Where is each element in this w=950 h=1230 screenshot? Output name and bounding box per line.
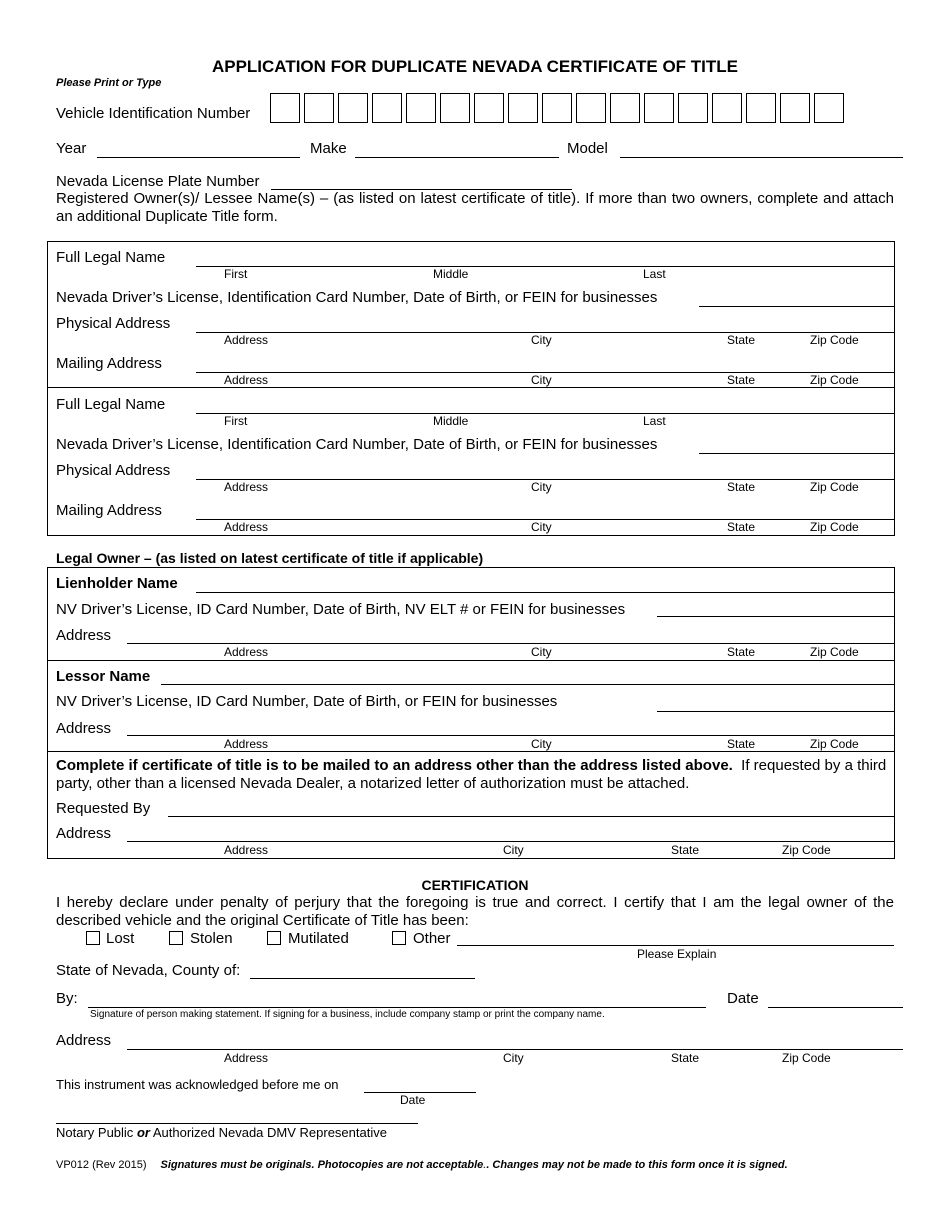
vin-box[interactable]: [508, 93, 538, 123]
make-field[interactable]: [355, 157, 559, 158]
lienholder-address-field[interactable]: [127, 643, 894, 644]
owner1-zip-caption: Zip Code: [810, 333, 859, 347]
owner2-zip-caption: Zip Code: [810, 520, 859, 534]
cert-address-field[interactable]: [127, 1049, 903, 1050]
owner1-id-field[interactable]: [699, 306, 894, 307]
vin-box[interactable]: [814, 93, 844, 123]
year-label: Year: [56, 140, 87, 157]
owner2-id-label: Nevada Driver’s License, Identification Card Number, Date of Birth, or FEIN for businesses: [56, 436, 658, 453]
owner1-first-caption: First: [224, 267, 248, 281]
owner1-state-caption: State: [727, 373, 756, 387]
mailing-bold: Complete if certificate of title is to be mailed to an address other than the address listed above.: [56, 757, 733, 774]
owner2-city-caption: City: [531, 520, 552, 534]
footer-note-period: .: [483, 1159, 487, 1171]
owner2-zip-caption: Zip Code: [810, 480, 859, 494]
owner1-mailing-address-label: Mailing Address: [56, 355, 162, 372]
owner2-mailing-address-label: Mailing Address: [56, 502, 162, 519]
owner1-physical-address-label: Physical Address: [56, 315, 171, 332]
stolen-label: Stolen: [190, 930, 233, 947]
city-caption: City: [503, 843, 524, 857]
vin-box[interactable]: [576, 93, 606, 123]
lienholder-id-label: NV Driver’s License, ID Card Number, Date of Birth, NV ELT # or FEIN for businesses: [56, 601, 626, 618]
ack-label: This instrument was acknowledged before me on: [56, 1077, 339, 1092]
vin-box[interactable]: [440, 93, 470, 123]
cert-address-label: Address: [56, 1032, 112, 1049]
notary-a: Notary Public: [56, 1125, 134, 1140]
lienholder-field[interactable]: [196, 592, 894, 593]
footer-note-b: . Changes may not be made to this form once it is signed.: [486, 1159, 788, 1171]
owner2-state-caption: State: [727, 520, 756, 534]
zip-caption: Zip Code: [782, 1051, 831, 1065]
owner2-full-name-field[interactable]: [196, 413, 894, 414]
vin-label: Vehicle Identification Number: [56, 105, 251, 122]
signature-note: Signature of person making statement. If signing for a business, include company stamp or print the company name.: [90, 1009, 605, 1020]
owners-section: [47, 241, 895, 536]
signature-field[interactable]: [88, 1007, 706, 1008]
notary-b: Authorized Nevada DMV Representative: [152, 1125, 387, 1140]
lienholder-label: Lienholder Name: [56, 575, 178, 592]
lessor-divider: [48, 660, 894, 661]
explain-field[interactable]: [457, 945, 894, 946]
addr-caption: Address: [224, 645, 269, 659]
vin-box[interactable]: [780, 93, 810, 123]
owner1-last-caption: Last: [643, 267, 666, 281]
owners-intro: Registered Owner(s)/ Lessee Name(s) – (as listed on latest certificate of title). If more than two owners, complete and attach an additional Duplicate Title form.: [56, 190, 894, 225]
owner1-id-label: Nevada Driver’s License, Identification Card Number, Date of Birth, or FEIN for businesses: [56, 289, 658, 306]
owner1-full-name-field[interactable]: [196, 266, 894, 267]
notary-signature-field[interactable]: [56, 1123, 418, 1124]
state-caption: State: [727, 645, 756, 659]
lost-label: Lost: [106, 930, 135, 947]
vin-box[interactable]: [644, 93, 674, 123]
mailing-instructions: [56, 757, 889, 793]
vin-box[interactable]: [474, 93, 504, 123]
owner1-city-caption: City: [531, 333, 552, 347]
lessor-address-field[interactable]: [127, 735, 894, 736]
county-label: State of Nevada, County of:: [56, 962, 241, 979]
owner2-state-caption: State: [727, 480, 756, 494]
model-field[interactable]: [620, 157, 903, 158]
other-checkbox[interactable]: [392, 931, 406, 945]
sign-date-label: Date: [727, 990, 759, 1007]
lessor-label: Lessor Name: [56, 668, 151, 685]
vin-box[interactable]: [304, 93, 334, 123]
vin-box[interactable]: [712, 93, 742, 123]
certification-text: I hereby declare under penalty of perjury that the foregoing is true and correct. I certify that I am the legal owner of the described vehicle and the original Certificate of Title has been:: [56, 894, 894, 929]
mailing-address-field[interactable]: [127, 841, 894, 842]
legal-owner-heading: Legal Owner – (as listed on latest certificate of title if applicable): [56, 550, 484, 566]
ack-date-caption: Date: [400, 1093, 426, 1107]
owner2-addr-caption: Address: [224, 480, 269, 494]
vin-box[interactable]: [406, 93, 436, 123]
owner1-full-name-label: Full Legal Name: [56, 249, 166, 266]
owner2-city-caption: City: [531, 480, 552, 494]
zip-caption: Zip Code: [810, 737, 859, 751]
please-explain-caption: Please Explain: [637, 947, 717, 961]
owner2-id-field[interactable]: [699, 453, 894, 454]
owner2-last-caption: Last: [643, 414, 666, 428]
mailing-rest: If requested by a third party, other than a licensed Nevada Dealer, a notarized letter of authorization must be attached.: [56, 757, 887, 792]
certification-heading: CERTIFICATION: [421, 877, 529, 893]
model-label: Model: [567, 140, 608, 157]
owner1-state-caption: State: [727, 333, 756, 347]
year-field[interactable]: [97, 157, 300, 158]
owner2-middle-caption: Middle: [433, 414, 469, 428]
owner1-middle-caption: Middle: [433, 267, 469, 281]
vin-box[interactable]: [270, 93, 300, 123]
stolen-checkbox[interactable]: [169, 931, 183, 945]
plate-label: Nevada License Plate Number: [56, 173, 260, 190]
form-footer: [56, 1159, 788, 1171]
state-caption: State: [671, 843, 700, 857]
owner1-addr-caption: Address: [224, 333, 269, 347]
form-id: VP012 (Rev 2015): [56, 1159, 147, 1171]
notary-caption: [56, 1125, 387, 1140]
state-caption: State: [727, 737, 756, 751]
vin-box[interactable]: [372, 93, 402, 123]
vin-box[interactable]: [678, 93, 708, 123]
notary-or: or: [136, 1125, 150, 1140]
owner2-addr-caption: Address: [224, 520, 269, 534]
other-label: Other: [413, 930, 451, 947]
owner2-first-caption: First: [224, 414, 248, 428]
requested-by-label: Requested By: [56, 800, 151, 817]
lessor-id-field[interactable]: [657, 711, 894, 712]
lienholder-id-field[interactable]: [657, 616, 894, 617]
zip-caption: Zip Code: [782, 843, 831, 857]
page-title: APPLICATION FOR DUPLICATE NEVADA CERTIFICATE OF TITLE: [211, 57, 739, 76]
lost-checkbox[interactable]: [86, 931, 100, 945]
sign-date-field[interactable]: [768, 1007, 903, 1008]
mailing-divider: [48, 751, 894, 752]
owner1-addr-caption: Address: [224, 373, 269, 387]
zip-caption: Zip Code: [810, 645, 859, 659]
mailing-address-label: Address: [56, 825, 112, 842]
footer-note-a: Signatures must be originals. Photocopies are not acceptable: [160, 1159, 484, 1171]
by-label: By:: [56, 990, 78, 1007]
state-caption: State: [671, 1051, 700, 1065]
vin-box[interactable]: [338, 93, 368, 123]
vin-box[interactable]: [746, 93, 776, 123]
city-caption: City: [531, 737, 552, 751]
lessor-address-label: Address: [56, 720, 112, 737]
lessor-id-label: NV Driver’s License, ID Card Number, Date of Birth, or FEIN for businesses: [56, 693, 558, 710]
county-field[interactable]: [250, 978, 475, 979]
owner1-city-caption: City: [531, 373, 552, 387]
lienholder-address-label: Address: [56, 627, 112, 644]
city-caption: City: [531, 645, 552, 659]
owner2-full-name-label: Full Legal Name: [56, 396, 166, 413]
print-note: Please Print or Type: [56, 77, 162, 89]
city-caption: City: [503, 1051, 524, 1065]
mutilated-label: Mutilated: [288, 930, 349, 947]
addr-caption: Address: [224, 737, 269, 751]
lessor-field[interactable]: [161, 684, 894, 685]
vin-box[interactable]: [610, 93, 640, 123]
owner2-physical-address-label: Physical Address: [56, 462, 171, 479]
make-label: Make: [310, 140, 347, 157]
mutilated-checkbox[interactable]: [267, 931, 281, 945]
addr-caption: Address: [224, 843, 269, 857]
owners-divider: [48, 387, 894, 388]
addr-caption: Address: [224, 1051, 269, 1065]
requested-by-field[interactable]: [168, 816, 894, 817]
vin-box[interactable]: [542, 93, 572, 123]
owner1-zip-caption: Zip Code: [810, 373, 859, 387]
